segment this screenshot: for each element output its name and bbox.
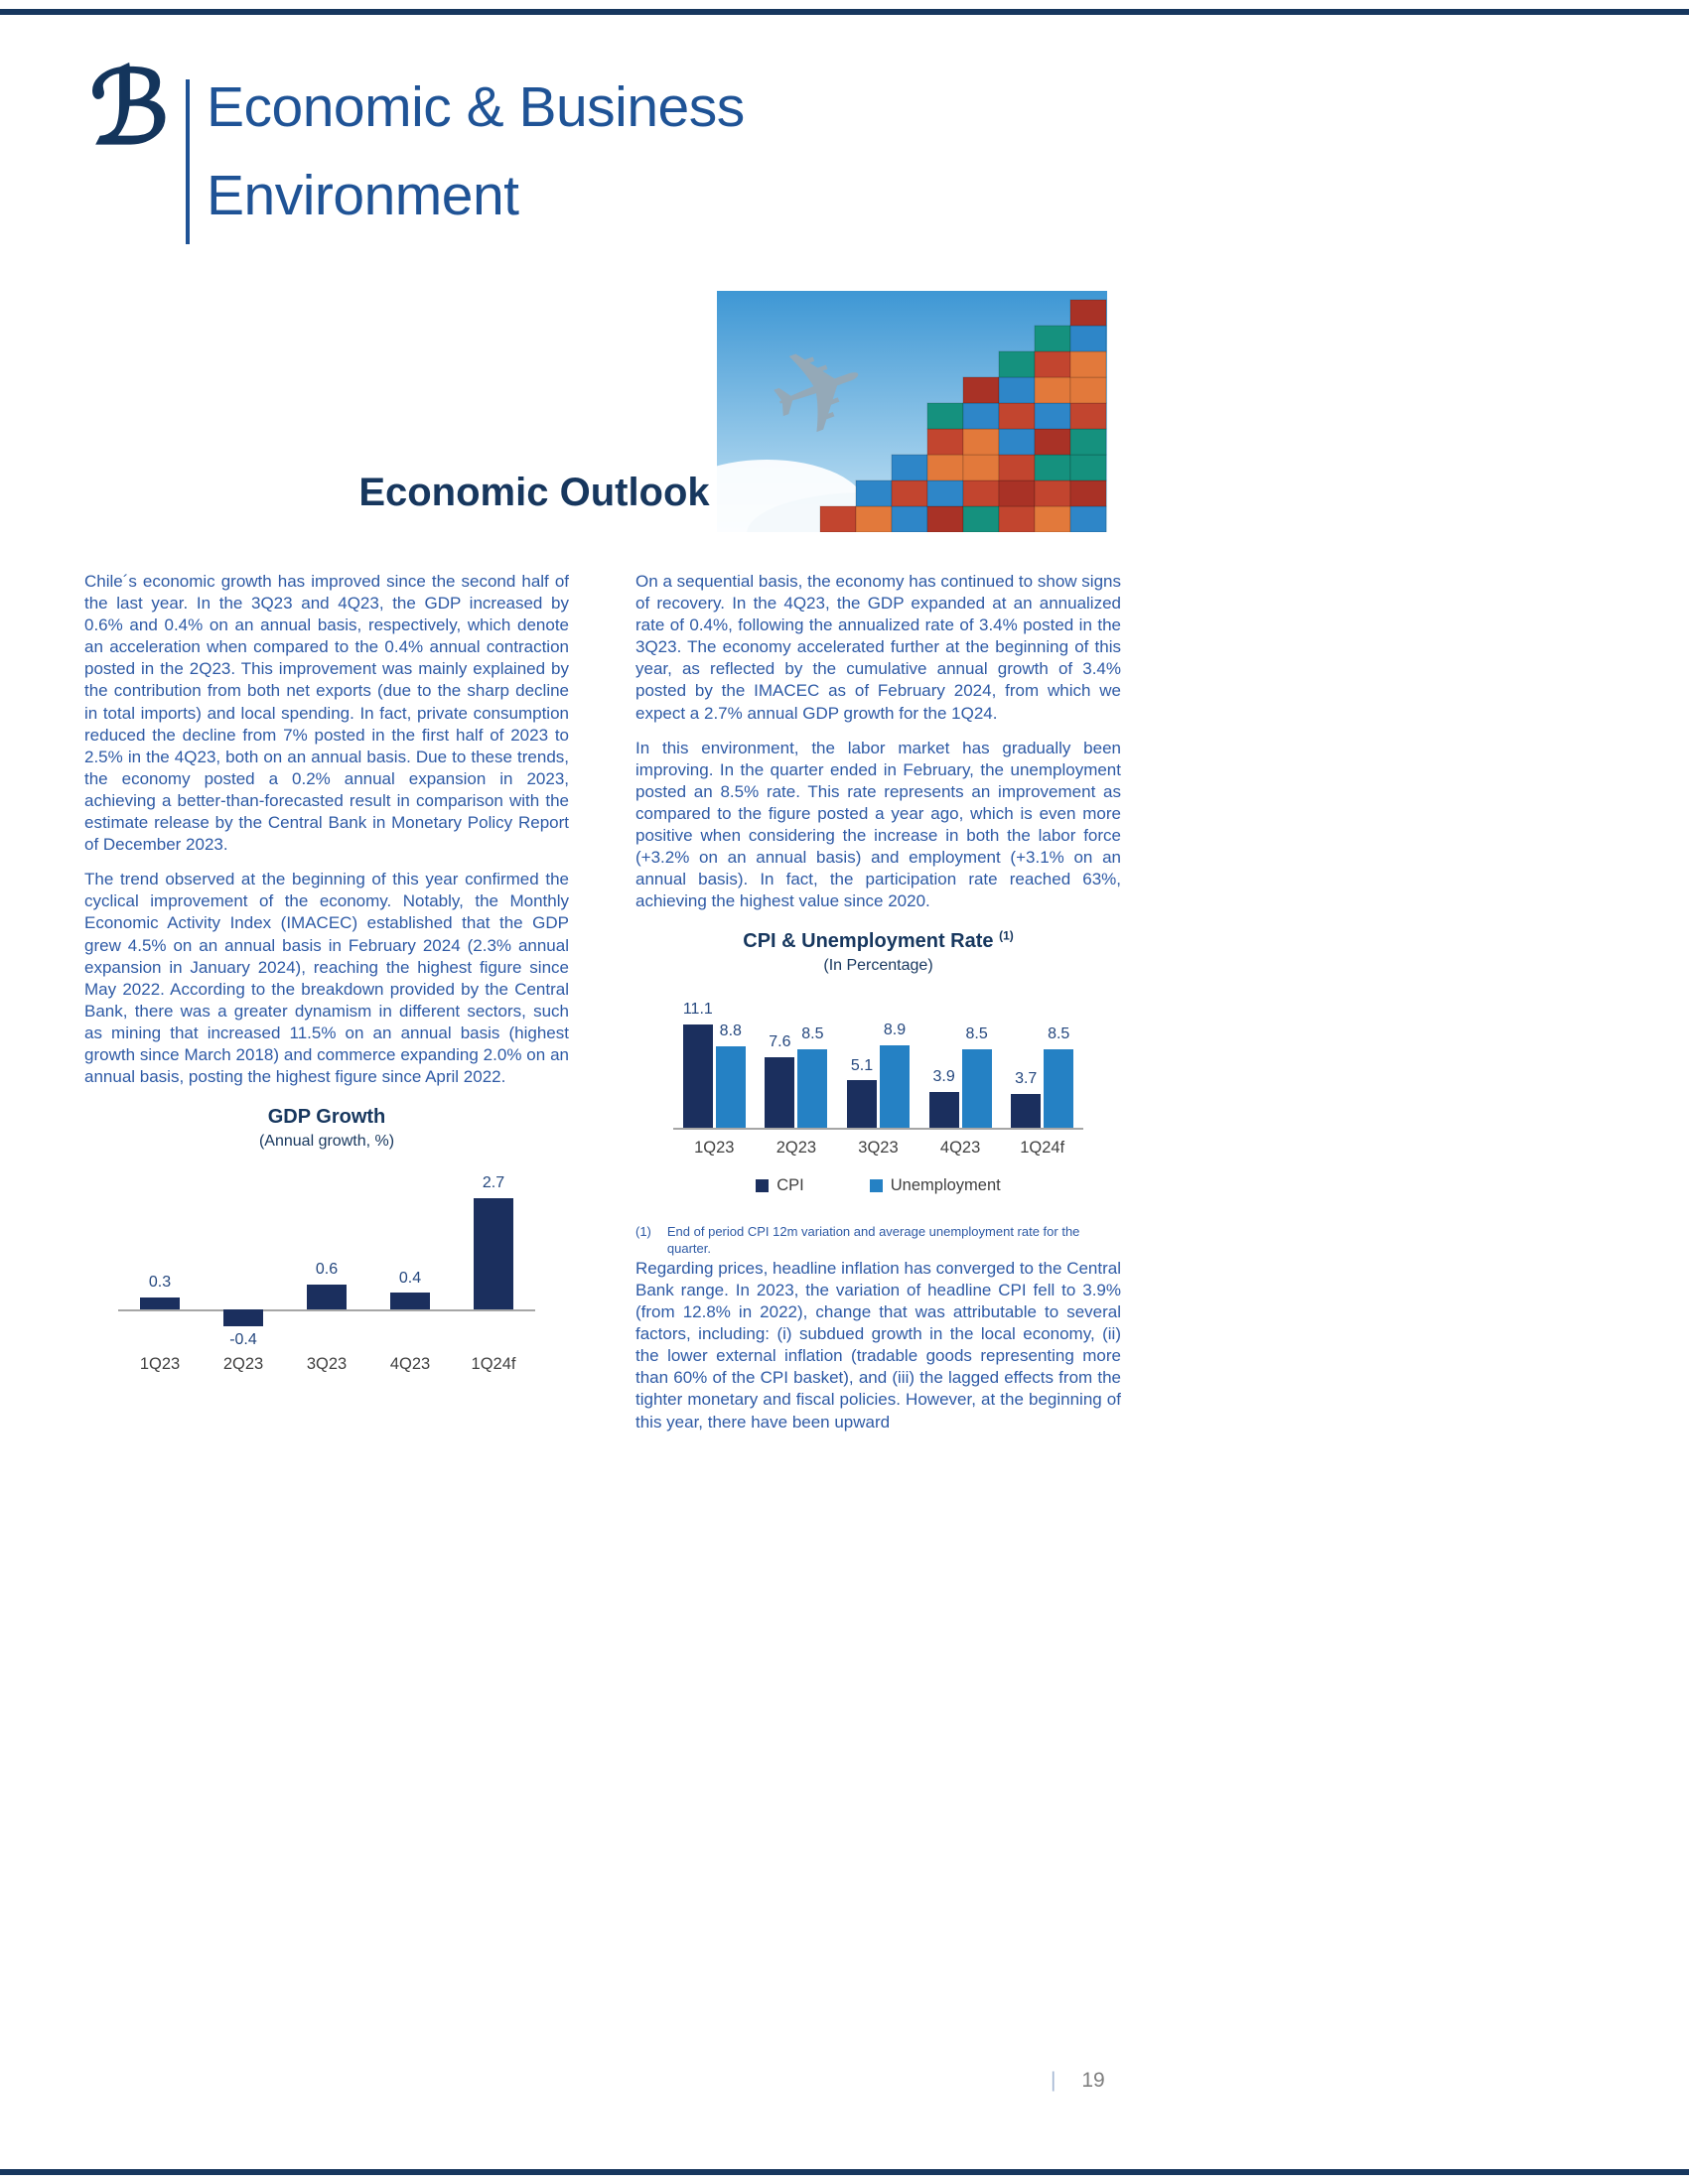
- value-label: 8.9: [883, 1022, 907, 1039]
- body-paragraph: The trend observed at the beginning of this year confirmed the cyclical improvement of the economy. Notably, the Monthly Economic Activity Index (IMACEC) established that the GDP grew 4.5% on an annual basis in February 2024 (2.3% annual expansion in January 2024), reaching the highest figure since May 2022. According to the breakdown provided by the Central Bank, there was a greater dynamism in different sectors, such as mining that increased 11.5% on an annual basis (highest growth since March 2018) and commerce expanding 2.0% on an annual basis, posting the highest figure since April 2022.: [84, 870, 569, 1087]
- page-number: 19: [1081, 2069, 1105, 2092]
- value-label: 0.6: [315, 1261, 339, 1279]
- chart-title-footnote-marker: (1): [999, 928, 1014, 943]
- value-label: -0.4: [229, 1330, 257, 1348]
- value-label: 7.6: [769, 1033, 791, 1051]
- chart-legend: [635, 1175, 1121, 1196]
- x-axis-label: 4Q23: [389, 1354, 431, 1373]
- cpi-unemployment-chart: [635, 928, 1121, 1196]
- chart-subtitle: (Annual growth, %): [258, 1133, 395, 1151]
- value-label: 8.5: [965, 1024, 988, 1042]
- value-label: 8.5: [801, 1024, 824, 1042]
- top-border-rule: [0, 9, 1689, 15]
- x-axis-label: 1Q24f: [1020, 1139, 1065, 1158]
- bottom-border-rule: [0, 2169, 1689, 2175]
- chart-x-axis-labels: [673, 1138, 1083, 1159]
- value-label: 8.8: [719, 1022, 742, 1039]
- bar: [765, 1057, 794, 1128]
- chart-title: [635, 928, 1121, 954]
- bar: [716, 1046, 746, 1128]
- x-axis-label: 4Q23: [939, 1139, 981, 1158]
- bar: [880, 1045, 910, 1128]
- x-axis-label: 1Q24f: [471, 1354, 516, 1373]
- x-axis-label: 1Q23: [139, 1354, 181, 1373]
- legend-label: CPI: [776, 1175, 804, 1194]
- bank-logo: ℬ: [89, 49, 170, 168]
- logo-title-divider: [186, 79, 190, 244]
- body-paragraph: Regarding prices, headline inflation has converged to the Central Bank range. In 2023, the variation of headline CPI fell to 3.9% (from 12.8% in 2022), change that was attributable to several factors, including: (i) subdued growth in the local economy, (ii) the lower external inflation (tradable goods representing more than 60% of the CPI basket), and (iii) the lagged effects from the tighter monetary and fiscal policies. However, at the beginning of this year, there have been upward: [635, 1258, 1121, 1432]
- right-column: [635, 571, 1121, 1446]
- footer-separator: |: [1051, 2069, 1056, 2092]
- footnote: [635, 1224, 1121, 1258]
- left-column: [84, 571, 569, 1375]
- page-title-line1: Economic & Business: [207, 75, 745, 139]
- legend-label: Unemployment: [890, 1175, 1001, 1194]
- x-axis-label: 3Q23: [858, 1139, 899, 1158]
- x-axis-label: 1Q23: [694, 1139, 735, 1158]
- chart-x-axis-labels: [118, 1354, 535, 1375]
- body-paragraph: In this environment, the labor market has gradually been improving. In the quarter ended in February, the unemployment posted an 8.5% rate. This rate represents an improvement as compared to the figure posted a year ago, which is even more positive when considering the increase in both the labor force (+3.2% on an annual basis) and employment (+3.1% on an annual basis). In fact, the participation rate reached 63%, achieving the highest value since 2020.: [635, 738, 1121, 911]
- chart-title-text: CPI & Unemployment Rate: [743, 930, 994, 953]
- value-label: 2.7: [482, 1174, 505, 1192]
- value-label: 3.7: [1015, 1069, 1038, 1087]
- bar: [223, 1309, 263, 1326]
- page-title-line2: Environment: [207, 163, 519, 227]
- bar: [1044, 1049, 1073, 1129]
- chart-title: GDP Growth: [267, 1106, 386, 1129]
- page-footer: [1051, 2069, 1105, 2093]
- x-axis-label: 2Q23: [775, 1139, 817, 1158]
- chart-plot-area: [118, 1172, 535, 1348]
- legend-item-cpi: [756, 1175, 804, 1196]
- airplane-icon: ✈: [749, 309, 889, 473]
- footnote-marker: (1): [635, 1224, 651, 1240]
- legend-item-unemployment: [870, 1175, 1001, 1196]
- legend-swatch: [870, 1179, 883, 1192]
- gdp-growth-chart: [84, 1104, 569, 1375]
- footnote-text: End of period CPI 12m variation and average unemployment rate for the quarter.: [666, 1224, 1080, 1256]
- bar: [307, 1285, 347, 1309]
- bar: [797, 1049, 827, 1129]
- value-label: 3.9: [932, 1067, 955, 1085]
- section-heading: Economic Outlook: [358, 471, 710, 514]
- bar: [390, 1293, 430, 1309]
- bar: [962, 1049, 992, 1129]
- chart-subtitle: (In Percentage): [823, 957, 933, 975]
- chart-plot-area: [673, 999, 1083, 1130]
- x-axis-label: 3Q23: [306, 1354, 348, 1373]
- body-paragraph: Chile´s economic growth has improved since the second half of the last year. In the 3Q23 and 4Q23, the GDP increased by 0.6% and 0.4% on an annual basis, respectively, which denote an acceleration when compared to the 0.4% annual contraction posted in the 2Q23. This improvement was mainly explained by the contribution from both net exports (due to the sharp decline in total imports) and local spending. In fact, private consumption reduced the decline from 7% posted in the first half of 2023 to 2.5% in the 4Q23, both on an annual basis. Due to these trends, the economy posted a 0.2% annual expansion in 2023, achieving a better-than-forecasted result in comparison with the estimate release by the Central Bank in Monetary Policy Report of December 2023.: [84, 572, 569, 855]
- bar: [474, 1198, 513, 1309]
- bar: [929, 1092, 959, 1129]
- value-label: 5.1: [850, 1056, 874, 1074]
- value-label: 0.3: [148, 1273, 172, 1291]
- value-label: 11.1: [682, 1001, 713, 1019]
- body-paragraph: On a sequential basis, the economy has continued to show signs of recovery. In the 4Q23, the GDP expanded at an annualized rate of 0.4%, following the annualized rate of 3.4% posted in the 3Q23. The economy accelerated further at the beginning of this year, as reflected by the cumulative annual growth of 3.4% posted by the IMACEC as of February 2024, from which we expect a 2.7% annual GDP growth for the 1Q24.: [635, 572, 1121, 723]
- bar: [847, 1080, 877, 1128]
- bar: [140, 1297, 180, 1309]
- value-label: 0.4: [398, 1269, 422, 1287]
- legend-swatch: [756, 1179, 769, 1192]
- bar: [1011, 1094, 1041, 1129]
- page-title: [207, 64, 745, 240]
- value-label: 8.5: [1048, 1024, 1070, 1042]
- x-axis-label: 2Q23: [222, 1354, 264, 1373]
